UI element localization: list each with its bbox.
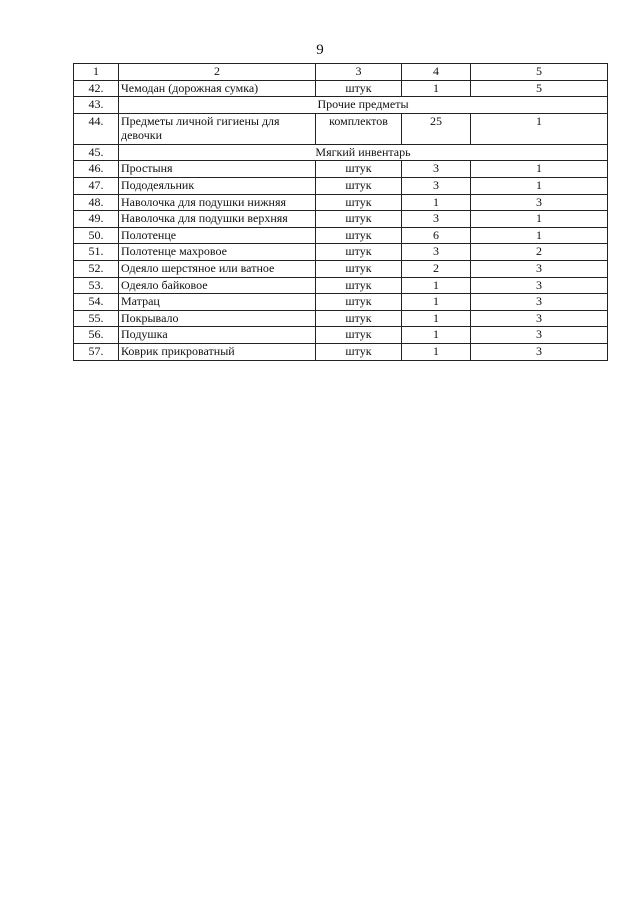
item-unit: штук bbox=[316, 211, 402, 228]
column-header-5: 5 bbox=[471, 64, 608, 81]
section-title: Прочие предметы bbox=[119, 97, 608, 114]
item-quantity: 3 bbox=[402, 211, 471, 228]
item-term: 5 bbox=[471, 80, 608, 97]
item-quantity: 1 bbox=[402, 343, 471, 360]
item-term: 3 bbox=[471, 310, 608, 327]
item-quantity: 1 bbox=[402, 194, 471, 211]
item-term: 1 bbox=[471, 227, 608, 244]
row-number: 47. bbox=[74, 177, 119, 194]
item-term: 3 bbox=[471, 277, 608, 294]
item-unit: комплектов bbox=[316, 113, 402, 144]
row-number: 51. bbox=[74, 244, 119, 261]
item-name: Покрывало bbox=[119, 310, 316, 327]
row-number: 56. bbox=[74, 327, 119, 344]
table-row bbox=[74, 161, 608, 178]
item-quantity: 1 bbox=[402, 310, 471, 327]
item-unit: штук bbox=[316, 80, 402, 97]
item-name: Наволочка для подушки верхняя bbox=[119, 211, 316, 228]
item-term: 1 bbox=[471, 211, 608, 228]
row-number: 42. bbox=[74, 80, 119, 97]
item-unit: штук bbox=[316, 310, 402, 327]
column-header-4: 4 bbox=[402, 64, 471, 81]
page-number: 9 bbox=[316, 42, 324, 58]
item-unit: штук bbox=[316, 227, 402, 244]
item-quantity: 3 bbox=[402, 177, 471, 194]
inventory-table bbox=[73, 63, 608, 361]
table-row bbox=[74, 294, 608, 311]
item-term: 1 bbox=[471, 161, 608, 178]
row-number: 45. bbox=[74, 144, 119, 161]
item-quantity: 1 bbox=[402, 277, 471, 294]
item-quantity: 3 bbox=[402, 244, 471, 261]
table-row bbox=[74, 80, 608, 97]
column-header-1: 1 bbox=[74, 64, 119, 81]
row-number: 52. bbox=[74, 260, 119, 277]
item-term: 3 bbox=[471, 194, 608, 211]
item-unit: штук bbox=[316, 327, 402, 344]
item-name: Чемодан (дорожная сумка) bbox=[119, 80, 316, 97]
row-number: 44. bbox=[74, 113, 119, 144]
table-row bbox=[74, 343, 608, 360]
item-name: Одеяло шерстяное или ватное bbox=[119, 260, 316, 277]
row-number: 50. bbox=[74, 227, 119, 244]
item-unit: штук bbox=[316, 194, 402, 211]
item-name: Матрац bbox=[119, 294, 316, 311]
table-row bbox=[74, 260, 608, 277]
item-name: Наволочка для подушки нижняя bbox=[119, 194, 316, 211]
row-number: 54. bbox=[74, 294, 119, 311]
section-row bbox=[74, 97, 608, 114]
item-term: 3 bbox=[471, 294, 608, 311]
row-number: 55. bbox=[74, 310, 119, 327]
row-number: 53. bbox=[74, 277, 119, 294]
table-row bbox=[74, 227, 608, 244]
item-term: 2 bbox=[471, 244, 608, 261]
item-name: Простыня bbox=[119, 161, 316, 178]
item-unit: штук bbox=[316, 161, 402, 178]
table-row bbox=[74, 211, 608, 228]
column-header-3: 3 bbox=[316, 64, 402, 81]
item-term: 3 bbox=[471, 260, 608, 277]
row-number: 48. bbox=[74, 194, 119, 211]
item-term: 3 bbox=[471, 327, 608, 344]
row-number: 46. bbox=[74, 161, 119, 178]
item-term: 1 bbox=[471, 113, 608, 144]
item-term: 3 bbox=[471, 343, 608, 360]
table-row bbox=[74, 327, 608, 344]
item-name: Предметы личной гигиены для девочки bbox=[119, 113, 316, 144]
item-name: Полотенце bbox=[119, 227, 316, 244]
item-term: 1 bbox=[471, 177, 608, 194]
table-header-row bbox=[74, 64, 608, 81]
column-header-2: 2 bbox=[119, 64, 316, 81]
item-quantity: 1 bbox=[402, 80, 471, 97]
item-quantity: 25 bbox=[402, 113, 471, 144]
item-unit: штук bbox=[316, 343, 402, 360]
item-unit: штук bbox=[316, 277, 402, 294]
item-quantity: 3 bbox=[402, 161, 471, 178]
section-row bbox=[74, 144, 608, 161]
item-unit: штук bbox=[316, 294, 402, 311]
table-row bbox=[74, 310, 608, 327]
item-quantity: 6 bbox=[402, 227, 471, 244]
table-row bbox=[74, 277, 608, 294]
section-title: Мягкий инвентарь bbox=[119, 144, 608, 161]
row-number: 49. bbox=[74, 211, 119, 228]
item-unit: штук bbox=[316, 177, 402, 194]
row-number: 43. bbox=[74, 97, 119, 114]
item-quantity: 1 bbox=[402, 294, 471, 311]
row-number: 57. bbox=[74, 343, 119, 360]
table-row bbox=[74, 194, 608, 211]
table-row bbox=[74, 177, 608, 194]
item-unit: штук bbox=[316, 244, 402, 261]
item-name: Полотенце махровое bbox=[119, 244, 316, 261]
table-row bbox=[74, 113, 608, 144]
item-name: Пододеяльник bbox=[119, 177, 316, 194]
table-row bbox=[74, 244, 608, 261]
item-quantity: 2 bbox=[402, 260, 471, 277]
item-quantity: 1 bbox=[402, 327, 471, 344]
item-unit: штук bbox=[316, 260, 402, 277]
item-name: Подушка bbox=[119, 327, 316, 344]
item-name: Одеяло байковое bbox=[119, 277, 316, 294]
item-name: Коврик прикроватный bbox=[119, 343, 316, 360]
